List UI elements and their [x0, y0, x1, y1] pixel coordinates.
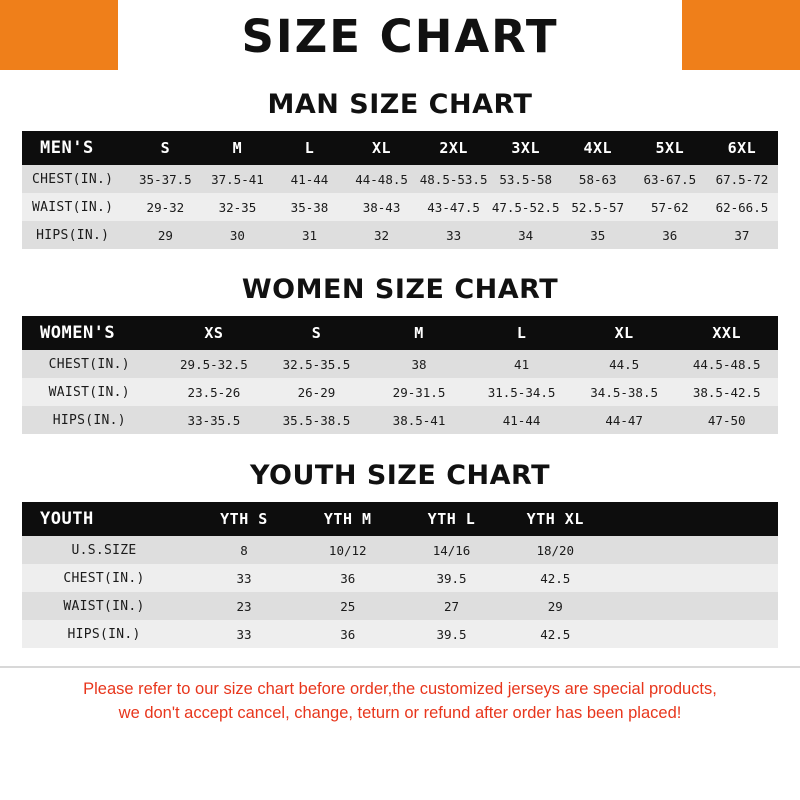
cell: 44.5 — [573, 350, 676, 378]
cell: 35.5-38.5 — [265, 406, 368, 434]
cell: 36 — [634, 221, 706, 249]
cell: 67.5-72 — [706, 165, 778, 193]
cell: 34 — [490, 221, 562, 249]
cell: 23.5-26 — [163, 378, 266, 406]
cell: 38.5-42.5 — [675, 378, 778, 406]
youth-header-label: YOUTH — [22, 502, 192, 536]
cell: 29 — [503, 592, 607, 620]
footer-note — [0, 666, 800, 726]
section-title-youth: YOUTH SIZE CHART — [249, 460, 551, 491]
men-size-header: M — [201, 131, 273, 165]
cell: 35 — [562, 221, 634, 249]
row-label: CHEST(IN.) — [22, 350, 163, 378]
cell: 30 — [201, 221, 273, 249]
men-header-label: MEN'S — [22, 131, 129, 165]
cell: 41 — [470, 350, 573, 378]
cell: 29-32 — [129, 193, 201, 221]
women-size-header: XS — [163, 316, 266, 350]
table-wrap-youth — [22, 502, 778, 648]
row-label: CHEST(IN.) — [22, 165, 129, 193]
cell: 58-63 — [562, 165, 634, 193]
cell: 14/16 — [400, 536, 504, 564]
women-size-header: L — [470, 316, 573, 350]
cell: 37.5-41 — [201, 165, 273, 193]
women-size-header: S — [265, 316, 368, 350]
cell: 23 — [192, 592, 296, 620]
cell: 31 — [273, 221, 345, 249]
cell: 33 — [418, 221, 490, 249]
women-size-header: M — [368, 316, 471, 350]
cell: 27 — [400, 592, 504, 620]
cell: 38-43 — [346, 193, 418, 221]
cell: 32-35 — [201, 193, 273, 221]
table-row — [22, 536, 778, 564]
women-size-table — [22, 316, 778, 434]
cell: 33 — [192, 620, 296, 648]
header-banner — [0, 0, 800, 70]
cell: 47.5-52.5 — [490, 193, 562, 221]
cell: 33 — [192, 564, 296, 592]
table-row — [22, 350, 778, 378]
footer-line-1: Please refer to our size chart before order,the customized jerseys are special products, — [83, 680, 717, 698]
cell: 26-29 — [265, 378, 368, 406]
table-row — [22, 221, 778, 249]
cell: 29-31.5 — [368, 378, 471, 406]
cell: 34.5-38.5 — [573, 378, 676, 406]
row-label: WAIST(IN.) — [22, 378, 163, 406]
cell: 53.5-58 — [490, 165, 562, 193]
cell: 31.5-34.5 — [470, 378, 573, 406]
cell: 47-50 — [675, 406, 778, 434]
cell: 62-66.5 — [706, 193, 778, 221]
cell-spacer — [607, 592, 778, 620]
cell: 42.5 — [503, 564, 607, 592]
table-row — [22, 165, 778, 193]
page-title: SIZE CHART — [241, 9, 559, 63]
section-title-women: WOMEN SIZE CHART — [241, 274, 559, 305]
section-title-man: MAN SIZE CHART — [267, 89, 533, 120]
cell: 33-35.5 — [163, 406, 266, 434]
women-header-label: WOMEN'S — [22, 316, 163, 350]
cell: 38 — [368, 350, 471, 378]
cell: 38.5-41 — [368, 406, 471, 434]
table-row — [22, 406, 778, 434]
row-label: WAIST(IN.) — [22, 592, 192, 620]
table-header-row — [22, 502, 778, 536]
table-row — [22, 564, 778, 592]
cell: 44-47 — [573, 406, 676, 434]
cell: 41-44 — [470, 406, 573, 434]
cell: 10/12 — [296, 536, 400, 564]
cell: 48.5-53.5 — [418, 165, 490, 193]
women-size-header: XL — [573, 316, 676, 350]
cell: 29.5-32.5 — [163, 350, 266, 378]
men-size-header: 4XL — [562, 131, 634, 165]
cell: 32 — [346, 221, 418, 249]
cell-spacer — [607, 620, 778, 648]
cell: 63-67.5 — [634, 165, 706, 193]
table-header-row — [22, 131, 778, 165]
men-size-table — [22, 131, 778, 249]
men-size-header: S — [129, 131, 201, 165]
men-size-header: L — [273, 131, 345, 165]
youth-header-spacer — [607, 502, 778, 536]
row-label: U.S.SIZE — [22, 536, 192, 564]
cell: 35-37.5 — [129, 165, 201, 193]
cell: 39.5 — [400, 564, 504, 592]
row-label: HIPS(IN.) — [22, 221, 129, 249]
row-label: CHEST(IN.) — [22, 564, 192, 592]
cell-spacer — [607, 536, 778, 564]
cell: 36 — [296, 620, 400, 648]
cell: 8 — [192, 536, 296, 564]
cell: 18/20 — [503, 536, 607, 564]
table-header-row — [22, 316, 778, 350]
table-row — [22, 378, 778, 406]
cell: 39.5 — [400, 620, 504, 648]
cell: 44-48.5 — [346, 165, 418, 193]
men-size-header: 2XL — [418, 131, 490, 165]
header-banner-inner — [118, 0, 682, 70]
cell: 36 — [296, 564, 400, 592]
youth-size-header: YTH M — [296, 502, 400, 536]
cell: 32.5-35.5 — [265, 350, 368, 378]
cell: 41-44 — [273, 165, 345, 193]
cell: 42.5 — [503, 620, 607, 648]
youth-size-table — [22, 502, 778, 648]
cell: 35-38 — [273, 193, 345, 221]
row-label: HIPS(IN.) — [22, 406, 163, 434]
cell: 29 — [129, 221, 201, 249]
youth-size-header: YTH S — [192, 502, 296, 536]
cell: 43-47.5 — [418, 193, 490, 221]
men-size-header: 6XL — [706, 131, 778, 165]
row-label: WAIST(IN.) — [22, 193, 129, 221]
table-row — [22, 193, 778, 221]
men-size-header: 5XL — [634, 131, 706, 165]
table-wrap-women — [22, 316, 778, 434]
youth-size-header: YTH L — [400, 502, 504, 536]
footer-line-2: we don't accept cancel, change, teturn or refund after order has been placed! — [118, 703, 682, 722]
cell: 37 — [706, 221, 778, 249]
table-wrap-man — [22, 131, 778, 249]
cell: 25 — [296, 592, 400, 620]
men-size-header: 3XL — [490, 131, 562, 165]
table-row — [22, 620, 778, 648]
cell-spacer — [607, 564, 778, 592]
men-size-header: XL — [346, 131, 418, 165]
cell: 57-62 — [634, 193, 706, 221]
youth-size-header: YTH XL — [503, 502, 607, 536]
women-size-header: XXL — [675, 316, 778, 350]
row-label: HIPS(IN.) — [22, 620, 192, 648]
cell: 52.5-57 — [562, 193, 634, 221]
cell: 44.5-48.5 — [675, 350, 778, 378]
table-row — [22, 592, 778, 620]
